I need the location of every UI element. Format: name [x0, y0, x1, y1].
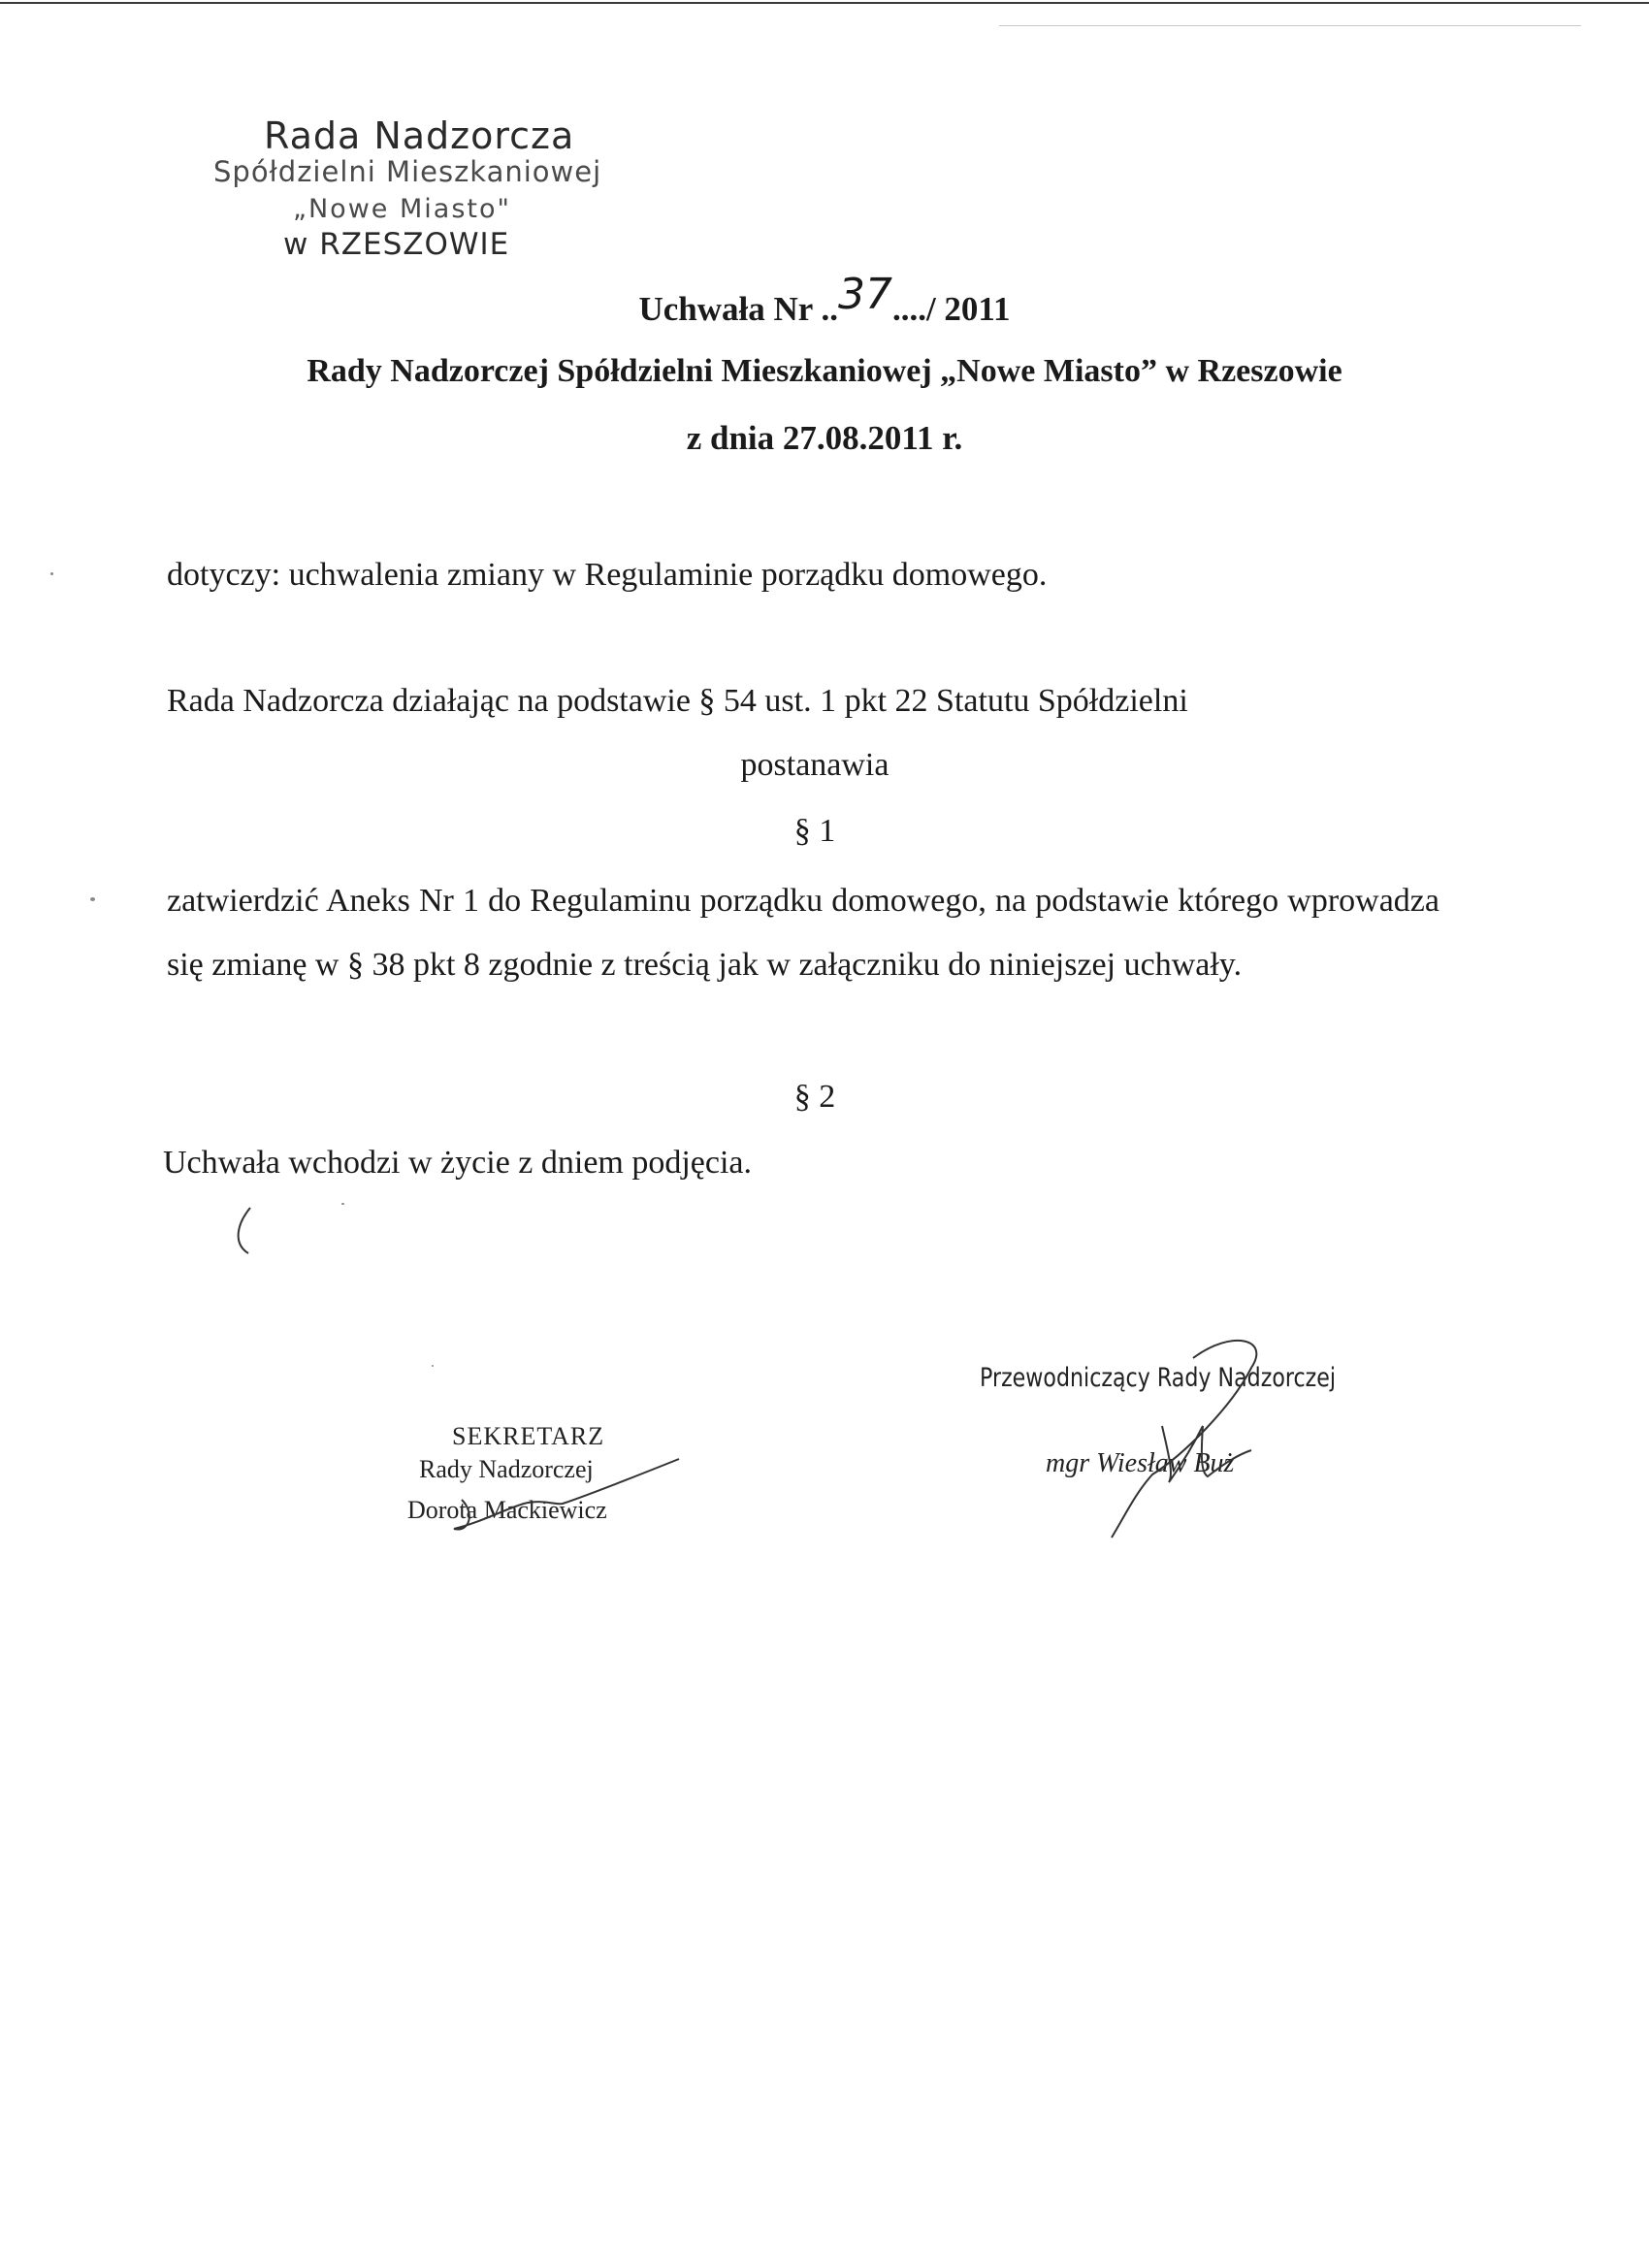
scan-speck [432, 1365, 434, 1367]
resolution-subtitle: Rady Nadzorczej Spółdzielni Mieszkaniowej „Nowe Miasto” w Rzeszowie [307, 353, 1342, 389]
section-1-text: zatwierdzić Aneks Nr 1 do Regulaminu porządku domowego, na podstawie którego wprowadza się zmianę w § 38 pkt 8 zgodnie z treścią jak w załączniku do niniejszej uchwały. [167, 883, 1439, 983]
scan-speck [50, 572, 53, 575]
chairman-name: mgr Wiesław Buż [1046, 1448, 1235, 1478]
secretary-body: Rady Nadzorczej [419, 1455, 594, 1483]
secretary-title: SEKRETARZ [452, 1422, 605, 1450]
scan-speck [341, 1203, 344, 1205]
scan-speck [90, 897, 95, 901]
stamp-line-3: „Nowe Miasto" [293, 194, 511, 224]
title-suffix: ..../ 2011 [891, 290, 1011, 328]
handwritten-resolution-number: 37 [837, 270, 892, 319]
secretary-name: Dorota Mackiewicz [407, 1496, 607, 1524]
section-1-heading: § 1 [793, 813, 836, 849]
resolution-date: z dnia 27.08.2011 r. [686, 419, 963, 457]
section-2-text: Uchwała wchodzi w życie z dniem podjęcia. [163, 1145, 753, 1181]
section-2-heading: § 2 [793, 1079, 836, 1115]
subject-line: dotyczy: uchwalenia zmiany w Regulaminie porządku domowego. [167, 557, 1048, 593]
chairman-title: Przewodniczący Rady Nadzorczej [980, 1363, 1337, 1393]
stamp-line-4: w RZESZOWIE [283, 227, 510, 262]
scan-edge-line-faint [999, 25, 1581, 26]
scan-edge-line [0, 2, 1649, 4]
title-prefix: Uchwała Nr .. [638, 290, 838, 328]
resolution-title [0, 270, 1649, 331]
decides-label: postanawia [740, 747, 889, 783]
pen-mark [239, 1208, 250, 1253]
stamp-line-1: Rada Nadzorcza [264, 114, 575, 157]
stamp-line-2: Spółdzielni Mieszkaniowej [213, 155, 602, 188]
legal-basis: Rada Nadzorcza działając na podstawie § 54 ust. 1 pkt 22 Statutu Spółdzielni [167, 683, 1188, 719]
